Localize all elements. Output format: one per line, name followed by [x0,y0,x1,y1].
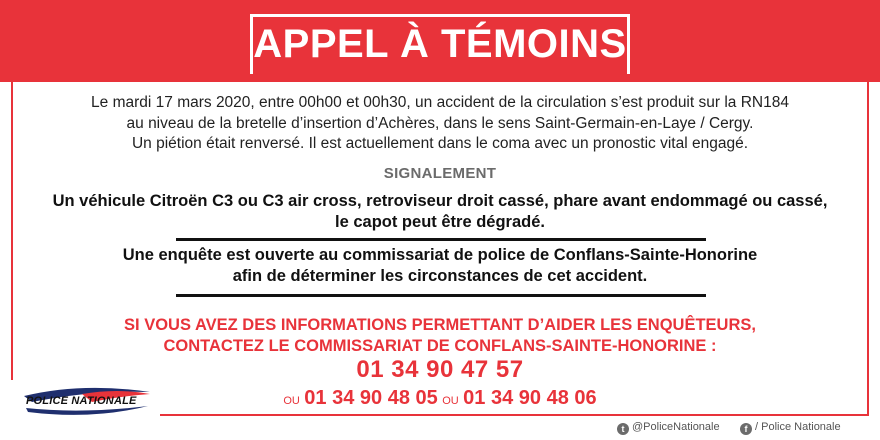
facebook-label: / Police Nationale [755,421,841,433]
intro-line: Un piétion était renversé. Il est actuellement dans le coma avec un pronostic vital engagé. [131,135,749,152]
twitter-icon: t [617,423,629,435]
signalement-heading: SIGNALEMENT [383,165,497,182]
enquete-text [40,245,840,287]
facebook-handle[interactable] [740,419,841,435]
logo-text: POLICE NATIONALE [26,395,137,407]
contact-text [40,315,840,357]
phone-alt-2[interactable]: 01 34 90 48 06 [463,387,597,409]
vehicle-description [30,191,850,233]
contact-line: CONTACTEZ LE COMMISSARIAT DE CONFLANS-SAINTE-HONORINE : [163,337,717,355]
intro-text [40,93,840,155]
divider [176,238,706,241]
twitter-handle[interactable] [617,419,720,435]
intro-line: Le mardi 17 mars 2020, entre 00h00 et 00h30, un accident de la circulation s’est produit sur la RN184 [91,94,789,111]
or-label: OU [442,395,459,407]
enquete-line: Une enquête est ouverte au commissariat de police de Conflans-Sainte-Honorine [122,246,758,264]
twitter-label: @PoliceNationale [632,421,720,433]
or-label: OU [283,395,300,407]
contact-line: SI VOUS AVEZ DES INFORMATIONS PERMETTANT D’AIDER LES ENQUÊTEURS, [124,316,756,334]
phone-alternatives [240,387,640,410]
intro-line: au niveau de la bretelle d’insertion d’Achères, dans le sens Saint-Germain-en-Laye / Cergy. [126,114,754,132]
enquete-line: afin de déterminer les circonstances de cet accident. [232,267,648,285]
phone-main[interactable]: 01 34 90 47 57 [356,356,524,383]
divider [176,294,706,297]
vehicle-line: le capot peut être dégradé. [335,213,545,231]
facebook-icon: f [740,423,752,435]
vehicle-line: Un véhicule Citroën C3 ou C3 air cross, retroviseur droit cassé, phare avant endommagé ou cassé, [52,192,828,210]
phone-alt-1[interactable]: 01 34 90 48 05 [304,387,438,409]
page-title: APPEL À TÉMOINS [253,22,627,66]
